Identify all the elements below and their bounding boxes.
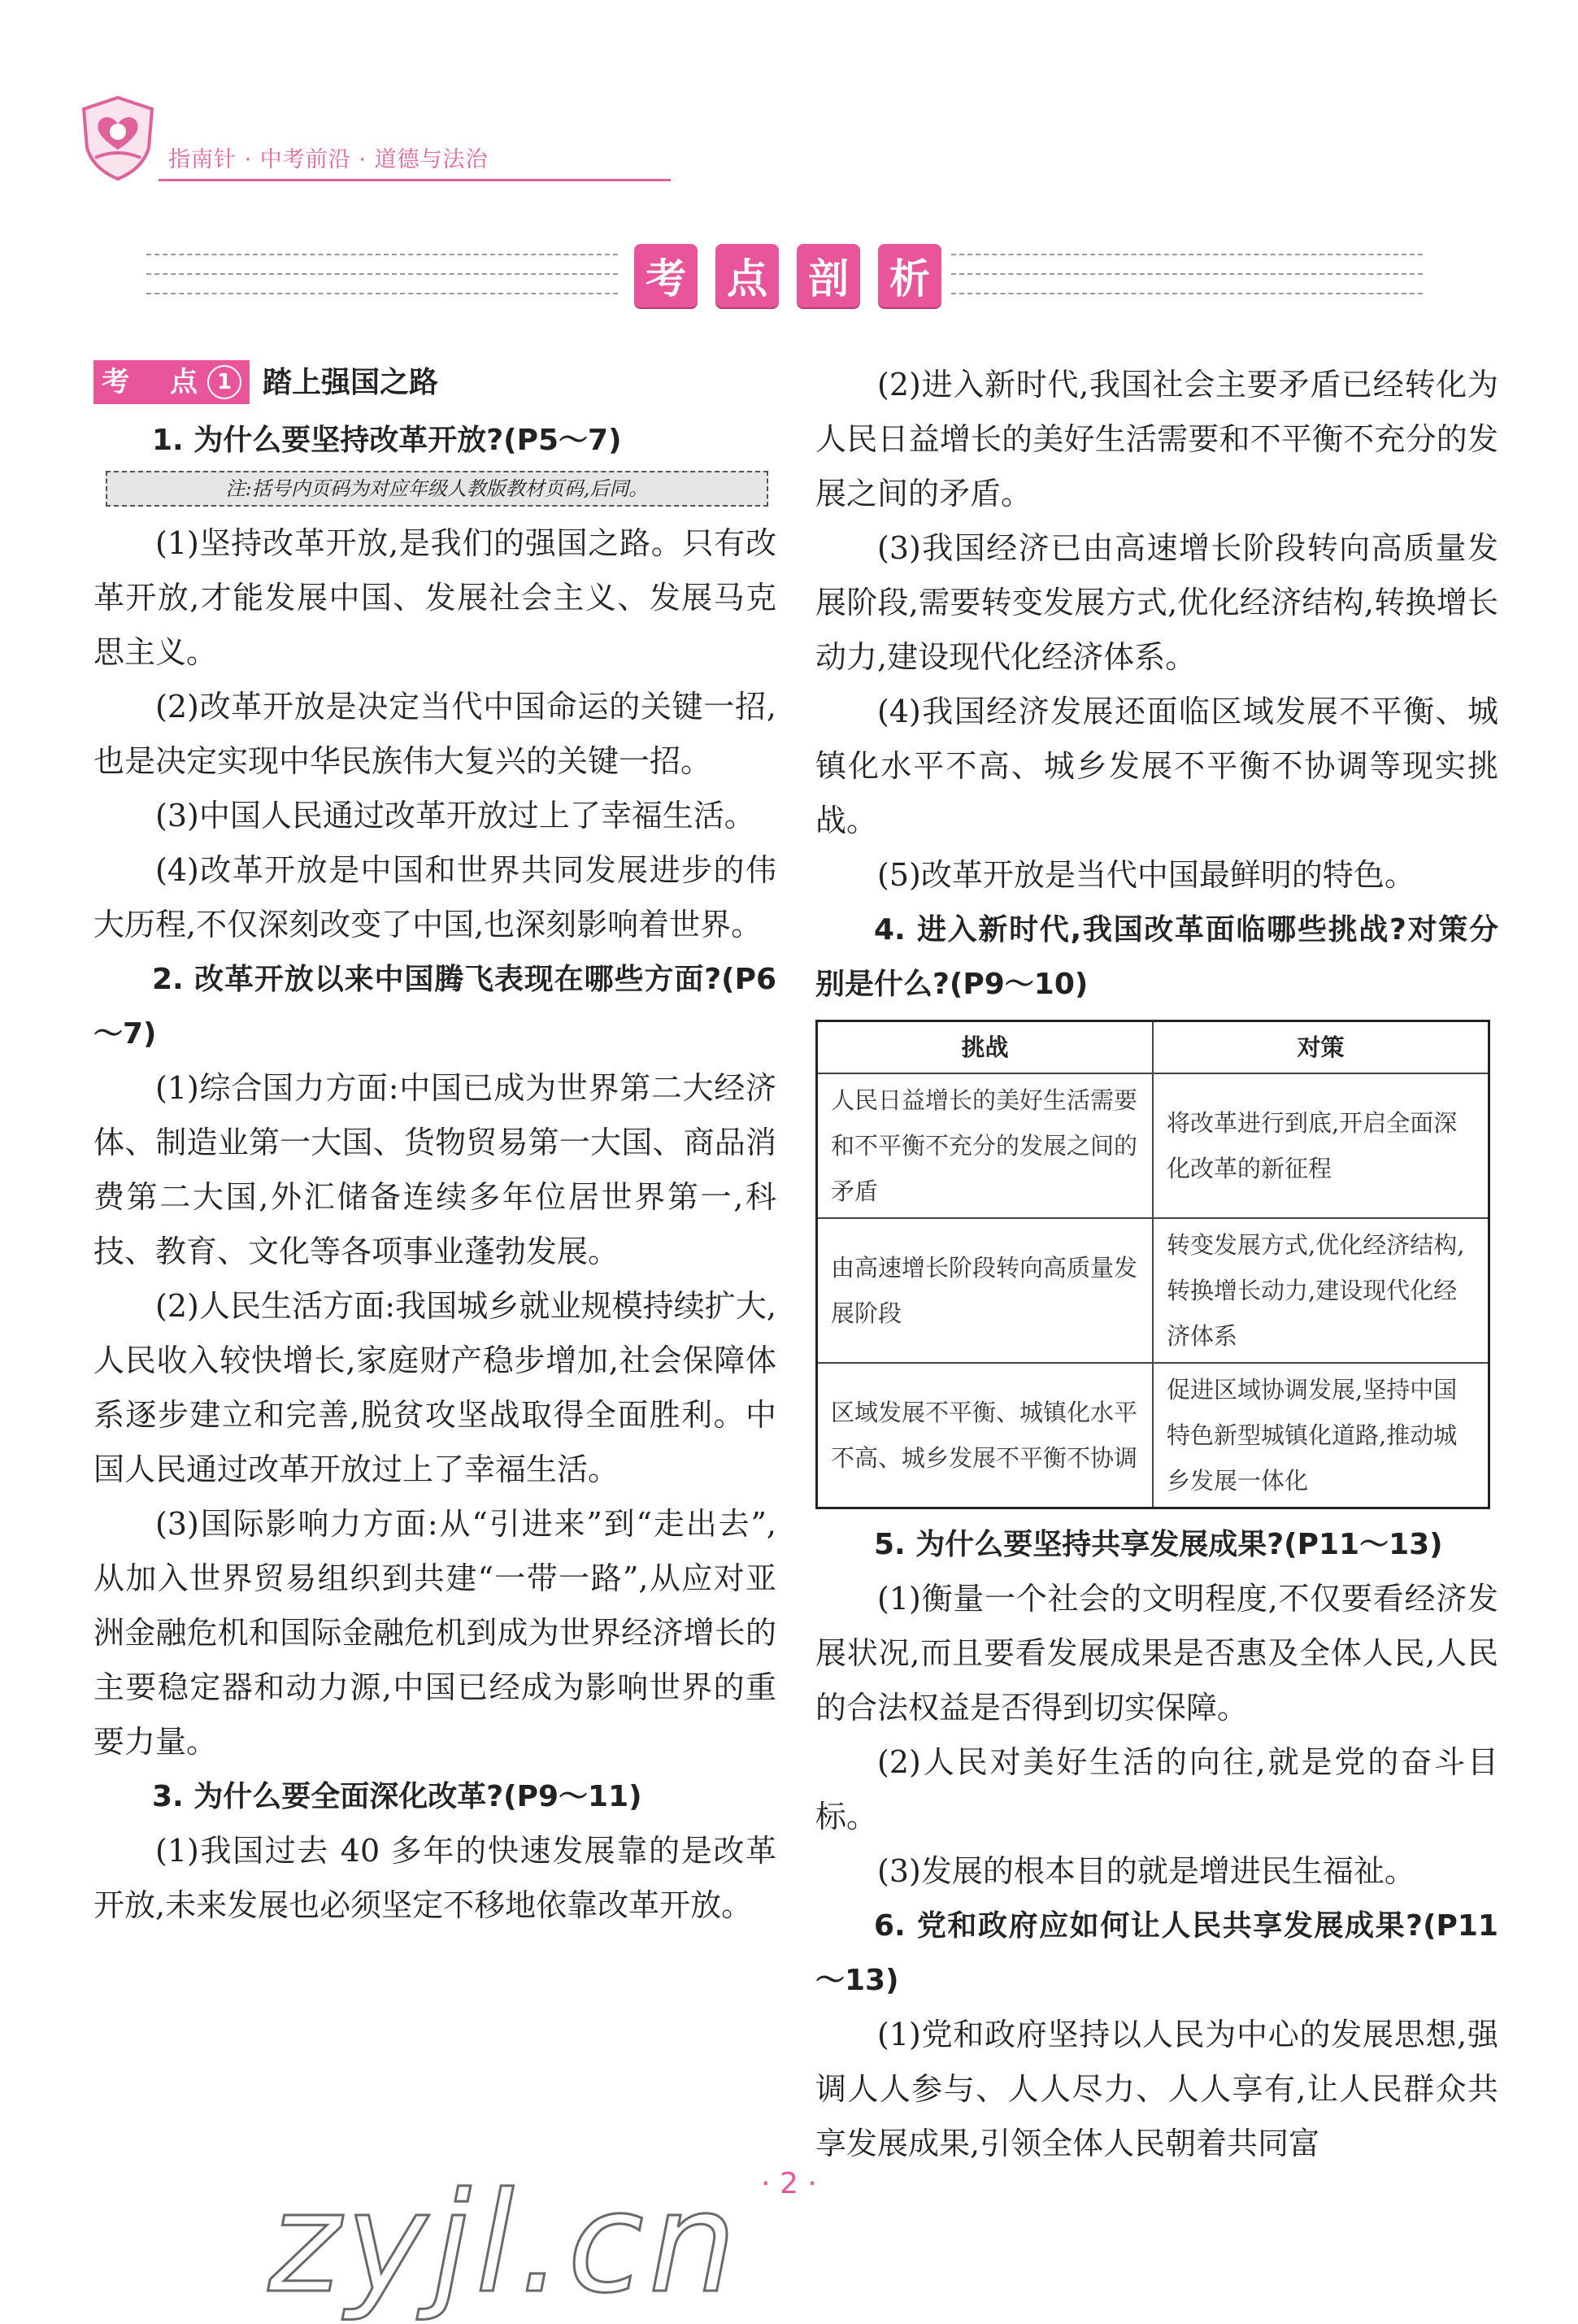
answer-paragraph: (1)衡量一个社会的文明程度,不仅要看经济发展状况,而且要看发展成果是否惠及全体人民,人民的合法权益是否得到切实保障。: [815, 1581, 1498, 1726]
table-row: [817, 1363, 1489, 1508]
table-cell: 转变发展方式,优化经济结构,转换增长动力,建设现代化经济体系: [1153, 1218, 1489, 1363]
answer-paragraph: (1)党和政府坚持以人民为中心的发展思想,强调人人参与、人人尽力、人人享有,让人民群众共享发展成果,引领全体人民朝着共同富: [815, 2017, 1498, 2161]
answer-paragraph: (5)改革开放是当代中国最鲜明的特色。: [877, 857, 1415, 893]
table-header-challenge: 挑战: [817, 1021, 1154, 1074]
answer-paragraph: (4)改革开放是中国和世界共同发展进步的伟大历程,不仅深刻改变了中国,也深刻影响着世界。: [93, 852, 776, 942]
answer-paragraph: (3)发展的根本目的就是增进民生福祉。: [877, 1853, 1415, 1889]
answer-paragraph: (4)我国经济发展还面临区域发展不平衡、城镇化水平不高、城乡发展不平衡不协调等现实挑战。: [815, 694, 1498, 838]
topic-tag: [93, 360, 250, 404]
topic-tag-label: 考 点: [102, 365, 204, 398]
section-banner: [146, 244, 1431, 309]
challenge-strategy-table: [815, 1020, 1490, 1509]
answer-paragraph: (3)国际影响力方面:从“引进来”到“走出去”,从加入世界贸易组织到共建“一带一路”,从应对亚洲金融危机和国际金融危机到成为世界经济增长的主要稳定器和动力源,中国已经成为影响世界的重要力量。: [93, 1506, 776, 1760]
table-cell: 区域发展不平衡、城镇化水平不高、城乡发展不平衡不协调: [817, 1363, 1154, 1508]
publisher-logo: [77, 91, 159, 182]
table-header-row: [817, 1021, 1489, 1074]
table-header-strategy: 对策: [1153, 1021, 1489, 1074]
table-cell: 人民日益增长的美好生活需要和不平衡不充分的发展之间的矛盾: [817, 1073, 1154, 1218]
topic-heading: [93, 358, 776, 407]
header-series-title: 指南针 · 中考前沿 · 道德与法治: [168, 147, 489, 172]
page-number: · 2 ·: [761, 2167, 817, 2200]
page-header: [77, 91, 598, 182]
question-heading: 5. 为什么要坚持共享发展成果?(P11～13): [874, 1528, 1443, 1561]
answer-paragraph: (1)我国过去 40 多年的快速发展靠的是改革开放,未来发展也必须坚定不移地依靠改革开放。: [93, 1833, 776, 1923]
answer-paragraph: (1)坚持改革开放,是我们的强国之路。只有改革开放,才能发展中国、发展社会主义、发展马克思主义。: [93, 525, 776, 670]
question-heading: 4. 进入新时代,我国改革面临哪些挑战?对策分别是什么?(P9～10): [815, 913, 1498, 1001]
answer-paragraph: (3)我国经济已由高速增长阶段转向高质量发展阶段,需要转变发展方式,优化经济结构,转换增长动力,建设现代化经济体系。: [815, 530, 1498, 675]
banner-char: 剖: [797, 244, 860, 307]
table-row: [817, 1073, 1489, 1218]
topic-number: 1: [207, 365, 241, 399]
answer-paragraph: (1)综合国力方面:中国已成为世界第二大经济体、制造业第一大国、货物贸易第一大国、商品消费第二大国,外汇储备连续多年位居世界第一,科技、教育、文化等各项事业蓬勃发展。: [93, 1070, 776, 1269]
answer-paragraph: (2)改革开放是决定当代中国命运的关键一招,也是决定实现中华民族伟大复兴的关键一招。: [93, 689, 776, 779]
answer-paragraph: (2)进入新时代,我国社会主要矛盾已经转化为人民日益增长的美好生活需要和不平衡不充分的发展之间的矛盾。: [815, 367, 1498, 511]
banner-char: 点: [715, 244, 779, 307]
page-note: 注:括号内页码为对应年级人教版教材页码,后同。: [106, 471, 768, 507]
answer-paragraph: (2)人民生活方面:我国城乡就业规模持续扩大,人民收入较快增长,家庭财产稳步增加,社会保障体系逐步建立和完善,脱贫攻坚战取得全面胜利。中国人民通过改革开放过上了幸福生活。: [93, 1288, 776, 1487]
table-cell: 促进区域协调发展,坚持中国特色新型城镇化道路,推动城乡发展一体化: [1153, 1363, 1489, 1508]
answer-paragraph: (3)中国人民通过改革开放过上了幸福生活。: [155, 798, 755, 833]
banner-char: 析: [878, 244, 941, 307]
watermark: zyjl.cn: [268, 2163, 741, 2324]
banner-char: 考: [634, 244, 698, 307]
topic-title: 踏上强国之路: [263, 365, 439, 399]
question-heading: 2. 改革开放以来中国腾飞表现在哪些方面?(P6～7): [93, 963, 776, 1051]
table-cell: 由高速增长阶段转向高质量发展阶段: [817, 1218, 1154, 1363]
right-column: [815, 358, 1498, 2171]
table-row: [817, 1218, 1489, 1363]
question-heading: 3. 为什么要全面深化改革?(P9～11): [152, 1780, 642, 1813]
left-column: [93, 358, 776, 1933]
answer-paragraph: (2)人民对美好生活的向往,就是党的奋斗目标。: [815, 1744, 1498, 1834]
question-heading: 1. 为什么要坚持改革开放?(P5～7): [152, 424, 622, 457]
header-rule: [159, 179, 671, 181]
table-cell: 将改革进行到底,开启全面深化改革的新征程: [1153, 1073, 1489, 1218]
question-heading: 6. 党和政府应如何让人民共享发展成果?(P11～13): [815, 1909, 1498, 1997]
